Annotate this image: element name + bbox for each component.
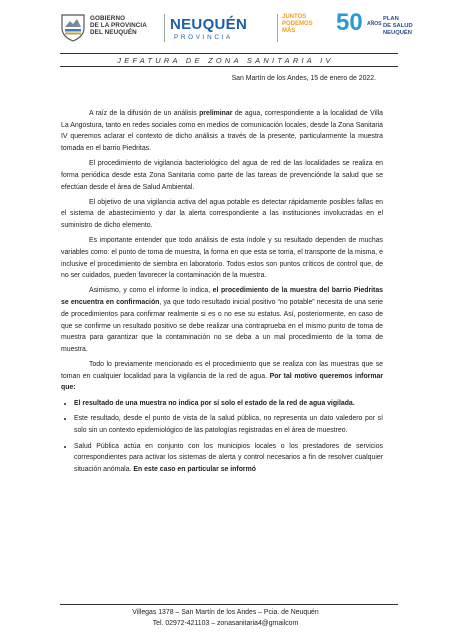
gov-line-2: DE LA PROVINCIA bbox=[90, 22, 147, 30]
paragraph-2: El procedimiento de vigilancia bacteriológico del agua de red de las localidades se realiza en forma periódica desde esta Zona Sanitaria como parte de las tareas de prevencióndе la salud que se efectúan desde el área de Salud Ambiental. bbox=[61, 160, 383, 191]
plan-line-2: DE SALUD bbox=[383, 22, 413, 29]
letter-body bbox=[61, 108, 383, 480]
letter-date: San Martín de los Andes, 15 de enero de 2022. bbox=[231, 75, 376, 82]
slogan-line-1: JUNTOS bbox=[282, 14, 307, 20]
footer-contact: Tel. 02972-421103 – zonasanitaria4@gmailcom bbox=[152, 620, 299, 627]
province-seal-icon bbox=[60, 12, 86, 42]
plan-line-3: NEUQUÉN bbox=[383, 29, 412, 36]
paragraph-6: Todo lo previamente mencionado es el procedimiento que se realiza con las muestras que se toman en cualquier localidad para la vigilancia de la red de agua. Por tal motivo queremos informar que: bbox=[61, 361, 383, 392]
footer-rule bbox=[60, 604, 398, 605]
list-item: • Salud Pública actúa en conjunto con los municipios locales o los prestadores de servicios correspondientes para activar los sistemas de alerta y control necesarios a fin de resolver cualquier situación anómala. En este caso en particular se informó bbox=[74, 441, 383, 476]
government-name bbox=[90, 15, 147, 37]
footer-address: Villegas 1378 – San Martín de los Andes – Pcia. de Neuquén bbox=[132, 609, 319, 616]
slogan-line-2: PODEMOS bbox=[282, 21, 313, 28]
plan-line-1: PLAN bbox=[383, 16, 399, 22]
anniversary-number: 50 bbox=[336, 9, 363, 36]
emphasis-confirmation: el procedimiento de la muestra del barrio Piedritas se encuentra en confirmación bbox=[61, 287, 383, 307]
header-rule-top bbox=[60, 53, 398, 54]
juntos-podemos-mas-slogan bbox=[282, 14, 313, 35]
emphasis-preliminar: preliminar bbox=[199, 110, 233, 117]
paragraph-5: Asimismo, y como el informe lo indica, el procedimiento de la muestra del barrio Piedritas se encuentra en confirmación, ya que todo resultado inicial positivo “no potable” necesita de una serie de procedimientos para confirmar realmente si es o no ese su estatus. Así, posteriormente, en caso de que se confirme un resultado positivo se debe realizar una contraprueba en el mismo punto de toma de muestra para garantizar que la contaminación no se deba a un mal procedimiento de la toma de muestra. bbox=[61, 287, 383, 353]
list-item: • El resultado de una muestra no indica por sí solo el estado de la red de agua vigilada. bbox=[74, 398, 383, 410]
header-divider bbox=[277, 14, 278, 42]
neuquen-logo-subtitle: PROVINCIA bbox=[174, 34, 233, 41]
paragraph-1: A raíz de la difusión de un análisis preliminar de agua, correspondiente a la localidad de Villa La Angostura, tanto en redes sociales como en medios de comunicación locales, desde la Zona Sanitaria IV queremos aclarar el contexto de dicho análisis a través de la presente, particularmente la muestra tomada en el barrio Piedritas. bbox=[61, 110, 383, 153]
neuquen-logo-name: NEUQUÉN bbox=[170, 16, 248, 33]
header-rule-bottom bbox=[60, 66, 398, 67]
paragraph-4: Es importante entender que todo análisis de esta índole y su resultado dependen de muchas variables como: el punto de toma de muestra, la forma en que esta se toma, el transporte de la misma, e inclusive el procedimiento de siembra en laboratorio. Todos estos son puntos críticos de control que, de no ser cuidados, pueden favorecer la contaminación de la muestra. bbox=[61, 237, 383, 280]
anniversary-logo bbox=[336, 9, 382, 36]
plan-de-salud-logo bbox=[383, 16, 413, 36]
list-item: • Este resultado, desde el punto de vista de la salud pública, no representa un dato valedero por sí solo sin un contexto epidemiológico de las patologías registradas en el área de muestreo. bbox=[74, 413, 383, 436]
gov-line-3: DEL NEUQUÉN bbox=[90, 29, 137, 37]
emphasis-motivo: Por tal motivo queremos informar que: bbox=[61, 372, 383, 392]
paragraph-3: El objetivo de una vigilancia activa del agua potable es detectar rápidamente posibles fallas en el sistema de abastecimiento y dar la alerta correspondiente a las instituciones involucradas en el suministro de dicho elemento. bbox=[61, 198, 383, 230]
gov-line-1: GOBIERNO bbox=[90, 15, 126, 22]
department-title: JEFATURA DE ZONA SANITARIA IV bbox=[117, 56, 334, 65]
letterhead bbox=[60, 8, 413, 52]
slogan-line-3: MÁS bbox=[282, 28, 296, 35]
header-divider bbox=[164, 14, 165, 42]
anniversary-suffix: AÑOS bbox=[367, 21, 382, 27]
bullet-list bbox=[61, 398, 383, 476]
